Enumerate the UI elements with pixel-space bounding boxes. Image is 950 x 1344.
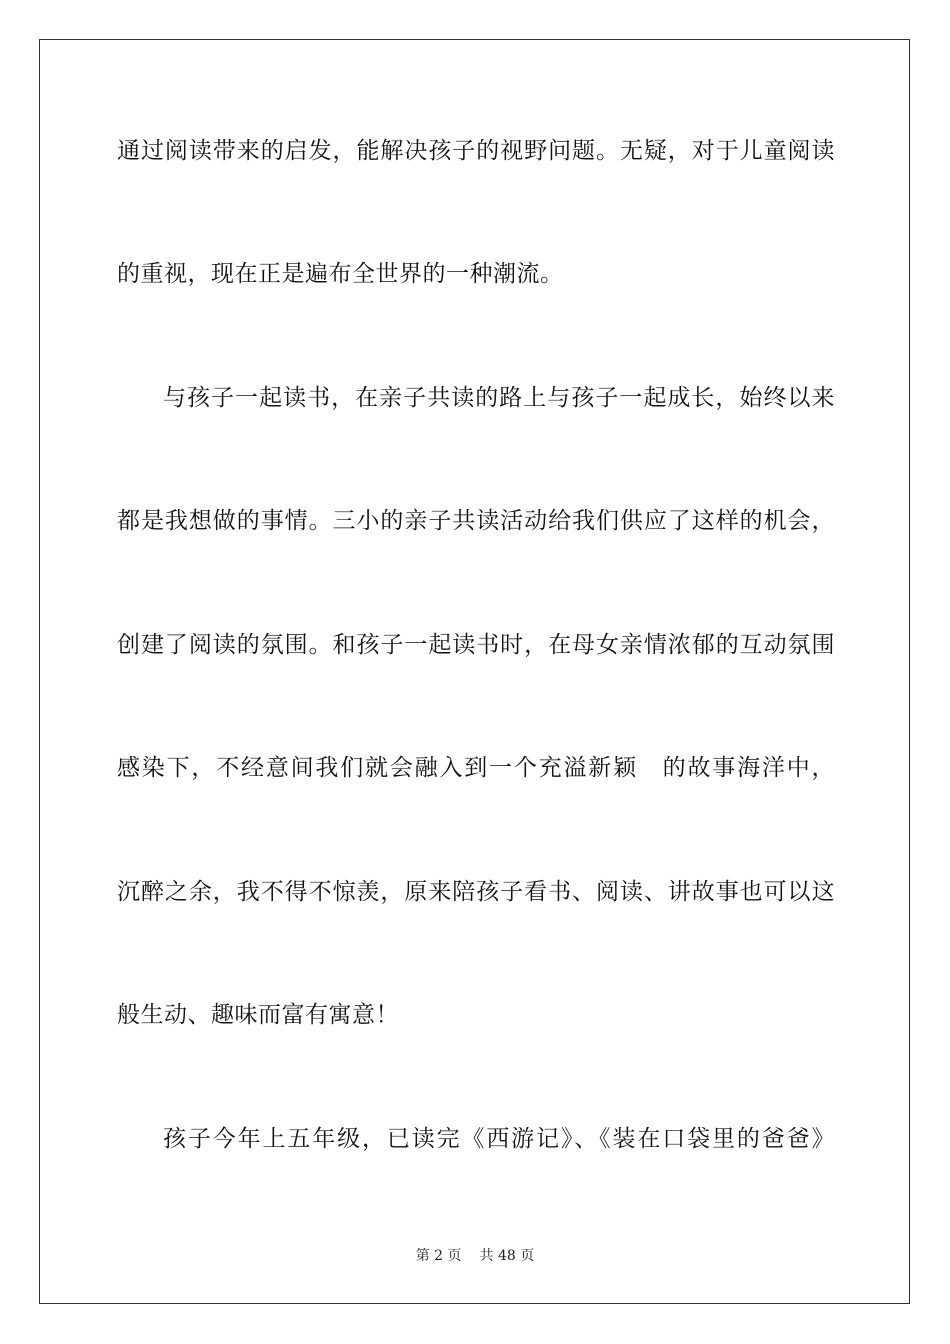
- body-line: 创建了阅读的氛围。和孩子一起读书时，在母女亲情浓郁的互动氛围: [117, 632, 835, 658]
- body-line: 般生动、趣味而富有寓意！: [117, 1002, 399, 1028]
- body-line: 与孩子一起读书，在亲子共读的路上与孩子一起成长，始终以来: [163, 385, 835, 411]
- body-line: 的重视，现在正是遍布全世界的一种潮流。: [117, 261, 564, 287]
- body-line: 孩子今年上五年级，已读完《西游记》、《装在口袋里的爸爸》: [163, 1126, 835, 1152]
- page-footer: [0, 1245, 950, 1265]
- page-frame: [39, 39, 910, 1304]
- body-line: 都是我想做的事情。三小的亲子共读活动给我们供应了这样的机会，: [117, 508, 835, 534]
- body-line: 通过阅读带来的启发，能解决孩子的视野问题。无疑，对于儿童阅读: [117, 138, 835, 164]
- body-line: 感染下，不经意间我们就会融入到一个充溢新颖 的故事海洋中，: [117, 755, 835, 781]
- page-number: 第 2 页: [415, 1248, 462, 1264]
- page-total: 共 48 页: [479, 1248, 535, 1264]
- body-line: 沉醉之余，我不得不惊羡，原来陪孩子看书、阅读、讲故事也可以这: [117, 879, 835, 905]
